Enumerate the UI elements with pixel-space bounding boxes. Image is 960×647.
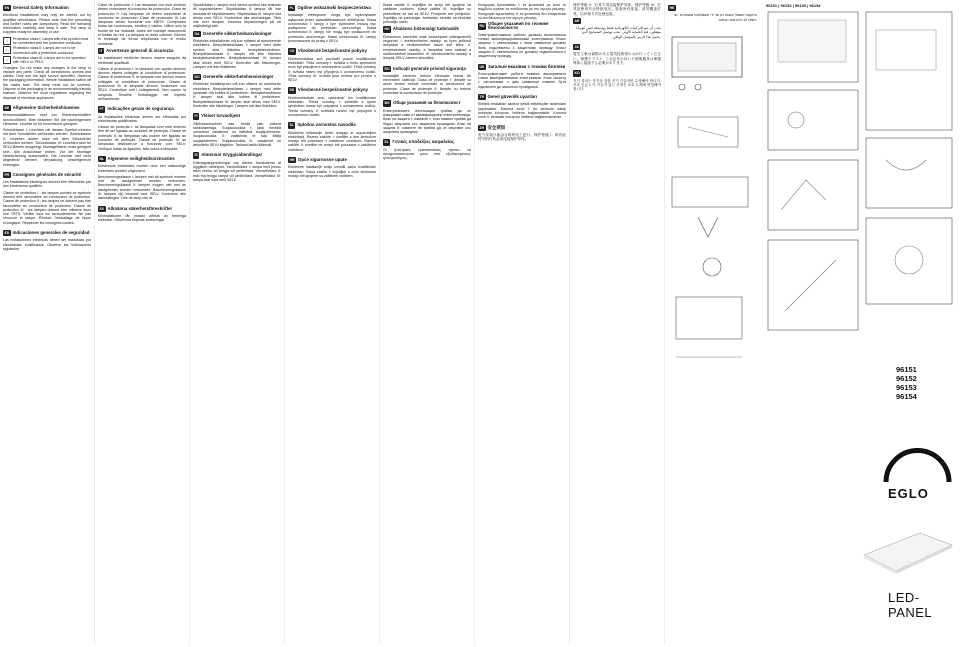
filler-text: 电气安装只能由合格的电工进行。保护等级 I：带有此符号的灯具必须连接保护导体。 [478,132,566,142]
section-da [193,31,281,69]
section-body: Le installazioni elettriche devono essere eseguite da elettricisti qualificati. [98,56,186,65]
section-title: Yleiset turvaohjeet [201,113,241,119]
lang-badge: AR [574,18,580,23]
class-text: Protection class I: Lamps with this symbol must be connected with the protective conductor. [13,36,89,46]
section-title: Общие указания по технике безопасности [487,21,549,31]
section-title: Algemene veiligheidsinstructies [107,155,175,161]
lang-badge: HU [384,27,390,32]
section-uk [478,64,566,89]
filler-text: Clase de protección I: Las lámparas con este símbolo deben conectarse al conductor de protección. Clase de protección II: Las lámparas no deben conectarse al conductor de protección. Clase de protección III: Las lámparas deben funcionar con MBTS. Compruebe todas las conexiones, tornillos y cables. Utilice solo la fuente de luz indicada. Antes del montaje desconecte el fusible de red. La lámpara no debe cubrirse. Elimine el embalaje de forma respetuosa con el medio ambiente. [98,3,186,46]
filler-text: Elektromos szerelést csak szakképzett villanyszerelő végezhet. I. érintésvédelmi osztály: az ilyen jelölésű lámpákat a védővezetővel össze kell kötni. II. érintésvédelmi osztály: a lámpákat nem szabad a védővezetővel összekötni. III. érintésvédelmi osztály: a lámpák SELV üzemre készültek. [383,34,471,61]
section-title: General Safety Information [12,5,69,10]
filler-text: Elinstallationer får endast utföras av behöriga elektriker. Observera följande anvisningar. [98,213,186,223]
section-title: Opće sigurnosne upute [297,157,347,163]
filler-text: Changes: Do not make any changes to the lamp or replace any parts. Check all connections, screws and cables. Only use the light source specified. Observe the packaging information. Before installation switch off the mains fuse. The lamp must not be covered. Dispose of the packaging in an environmentally friendly manner. Observe the local regulations regarding the disposal of electrical appliances. [3,65,91,100]
section-title: Allmänna säkerhetsföreskrifter [107,205,173,211]
text-column-4 [285,0,380,645]
filler-text: Električne instalacije smiju izvoditi samo kvalificirani električari. Klasa zaštite I: svjetiljke s ovim simbolom moraju biti spojene sa zaštitnim vodičem. [288,165,376,178]
section-title: Indicaţii generale privind siguranţa [393,65,466,71]
section-title: Splošna varnostna navodila [297,122,356,128]
section-ar [573,18,661,39]
section-pt [98,106,186,151]
filler-text: Электромонтажные работы должны выполняться только квалифицированными электриками. Класс защиты I: светильники с этим символом должны быть подключены к защитному проводу. Класс защиты II: светильники не должны подключаться к защитному проводу. [478,32,566,59]
lang-badge: HE [669,6,675,10]
lang-badge: JA [574,45,579,50]
filler-text: Rafmagnsuppsetningar má aðeins framkvæma af löggiltum rafvirkjum. Varnarflokkur I: lampa með þessu tákni verður að tengja við jarðleiðara. Varnarflokkur II: ekki má tengja lampa við jarðleiðara. Varnarflokkur III: lampa skal nota með SELV. [193,160,281,182]
section-el [383,139,471,160]
section-title: Všeobecné bezpečnostní pokyny [297,48,367,54]
section-ko [573,70,661,91]
text-column-3 [190,0,285,645]
section-title: Общи указания за безопасност [393,100,461,106]
section-ru [478,22,566,58]
section-body: As instalações eléctricas devem ser efetuadas por electricistas qualificados. [98,114,186,123]
protection-class-2-icon: ▢ [3,46,11,54]
brand-name: EGLO [888,486,929,501]
section-title: Γενικές υποδείξεις ασφαλείας [392,139,455,145]
section-body: Electrical installations may only be carried out by qualified electricians. Please note that the preceding and further notes are compulsory. Read the following information carefully and keep it safe. The lamp is supplied ready for assembly or use. [3,13,91,35]
filler-text: Електромонтажні роботи повинні виконуватися тільки кваліфікованими електриками. Клас захисту I: світильники з цим символом повинні бути підключені до захисного провідника. [478,71,566,89]
lang-badge: SV [99,206,105,211]
section-title: Genel güvenlik uyarıları [487,94,538,100]
section-sk [288,87,376,117]
lang-badge: CS [289,49,295,54]
filler-text: Instalacje elektryczne mogą być wykonywane wyłącznie przez wykwalifikowanych elektryków. Klasa ochronności I: lampy z tym symbolem muszą być podłączone do przewodu ochronnego. Klasa ochronności II: lampy nie mogą być podłączone do przewodu ochronnego. Klasa ochronności III: lampy przeznaczone do pracy z SELV. [288,13,376,44]
section-title: Indicações gerais de segurança [107,106,174,112]
section-title: Avvertenze generali di sicurezza [106,47,174,53]
lang-badge: DA [194,31,200,36]
filler-text: Κατηγορία προστασίας I: τα φωτιστικά με αυτό το σύμβολο πρέπει να συνδέονται με τον αγωγό γείωσης. Κατηγορία προστασίας II: τα φωτιστικά δεν επιτρέπεται να συνδέονται με τον αγωγό γείωσης. [478,3,566,20]
part-numbers [896,365,917,401]
filler-text: Las instalaciones eléctricas deben ser realizadas por electricistas cualificados. Observe las indicaciones siguientes. [3,238,91,251]
text-column-1 [0,0,95,645]
filler-text: Instalaţiile electrice trebuie efectuate numai de electricieni calificaţi. Clasa de protecţie I: lămpile cu acest simbol trebuie conectate la conductorul de protecţie. Clasa de protecţie II: lămpile nu trebuie conectate la conductorul de protecţie. [383,73,471,96]
section-title: Indicaciones generales de seguridad [12,230,90,236]
filler-text: Classe di protezione I: le lampade con questo simbolo devono essere collegate al conduttore di protezione. Classe di protezione II: le lampade non devono essere collegate al conduttore di protezione. Classe di protezione III: le lampade devono funzionare con SELV. Controllare tutti i collegamenti. Non coprire la lampada. Smaltire l'imballaggio nel rispetto dell'ambiente. [98,66,186,101]
section-no [193,74,281,108]
section-ro [383,66,471,96]
section-ja [573,44,661,65]
filler-text: Elektroinštalácie smú vykonávať len kvalifikovaní elektrikári. Trieda ochrany I: svietidlá s týmto symbolom musia byť pripojené k ochrannému vodiču. Trieda ochrany II: svietidlá nesmú byť pripojené k ochrannému vodiču. [288,95,376,117]
section-cs [288,48,376,82]
lang-badge: DE [4,105,10,110]
filler-text: Sähköasennukset saa tehdä vain pätevä sähköasentaja. Suojausluokka I: tällä merkillä varustetut valaisimet on liitettävä suojajohtimeen. Suojausluokka II: valaisimia ei saa liittää suojajohtimeen. Suojausluokka III: valaisimet on tarkoitettu SELV-käyttöön. Tarkista kaikki liitännät. [193,121,281,148]
lang-badge: TR [479,95,485,100]
product-drawings [766,10,956,350]
part-number: 96152 [896,374,917,383]
filler-text: התקנות חשמל יבוצעו רק על ידי חשמלאים מוסמכים. יש לשים לב להוראות הבאות. [674,13,757,22]
lang-badge: IT [99,48,103,53]
section-tr [478,94,566,119]
product-name: LED-PANEL [888,590,933,620]
lang-badge: SL [289,123,294,128]
lang-badge: BG [384,101,390,106]
section-title: Consignes générales de sécurité [12,171,82,177]
filler-text: 保护等级 II：灯具不得连接保护导体。保护等级 III：灯具应使用安全特低电压。检查所有连接。请勿覆盖灯具。以环保方式处理包装。 [573,3,661,16]
section-it [98,48,186,101]
header-item-numbers: 96151 | 96152 | 96153 | 96154 [766,3,821,8]
filler-text: Οι ηλεκτρικές εγκαταστάσεις πρέπει να πραγματοποιούνται μόνο από εξειδικευμένους ηλεκτρολόγους. [383,147,471,161]
class-text: Protection class II: Lamps are not to be connected with a protective conductor. [13,46,76,55]
filler-text: Elektroinstalace smí provádět pouze kvalifikovaní elektrikáři. Třída ochrany I: svítidla s tímto symbolem musí být připojena k ochrannému vodiči. Třída ochrany II: svítidla nesmí být připojena k ochrannému vodiči. Třída ochrany III: svítidla jsou určena pro provoz s SELV. [288,56,376,83]
text-column-7 [570,0,665,645]
text-column-5 [380,0,475,645]
text-column-2 [95,0,190,645]
lang-badge: RO [384,66,390,71]
section-he [668,5,757,22]
text-column-6 [475,0,570,645]
filler-text: Schutzklasse I: Leuchten mit diesem Symbol müssen mit dem Schutzleiter verbunden werden. Schutzklasse II: Leuchten dürfen nicht mit dem Schutzleiter verbunden werden. Schutzklasse III: Leuchten sind für SELV-Betrieb ausgelegt. Montagefläche muss geeignet sein. Alle Anschlüsse prüfen. Vor der Montage Netzsicherung ausschalten. Die Leuchte darf nicht abgedeckt werden. Verpackung umweltgerecht entsorgen. [3,128,91,167]
filler-text: Električne inštalacije lahko izvajajo le usposobljeni električarji. Razred zaščite I: svetilke s tem simbolom morajo biti povezane z zaščitnim vodnikom. Razred zaščite II: svetilke ne smejo biti povezane z zaščitnim vodnikom. [288,130,376,152]
section-body: Les installations électriques doivent être effectuées par des électriciens qualifiés. [3,180,91,189]
lang-badge: IS [194,153,198,158]
section-body: Elektrische installaties moeten door een vakkundige elektricien worden uitgevoerd. [98,164,186,173]
assembly-diagrams [668,27,756,407]
lang-badge: NO [194,75,200,80]
part-number: 96154 [896,392,917,401]
section-zh [478,125,566,142]
section-title: Všeobecné bezpečnostné pokyny [297,87,368,93]
class-text: Protection class III: Lamps are to be operated with SELV or PELV. [13,55,86,65]
section-title: Általános biztonsági tudnivalók [392,26,459,32]
lang-badge: PT [99,107,104,112]
lang-badge: RU [479,24,485,29]
section-bg [383,100,471,134]
filler-text: يجب أن تتم التركيبات الكهربائية فقط بواسطة فنيي كهرباء مؤهلين. فئة الحماية الأولى: يجب توصيل المصابيح التي تحمل هذا الرمز بالموصل الواقي. [576,26,661,39]
section-fi [193,113,281,147]
section-title: 安全须知 [487,124,506,130]
lang-badge: ZH [479,125,485,130]
section-body: Elektroinstallationen sind von Elektrofachkräften durchzuführen. Bitte beachten Sie die nachfolgenden Hinweise. Leuchte ist für Innenräume geeignet. [3,113,91,126]
section-title: Almennar öryggisábendingar [201,152,263,158]
section-hu [383,26,471,60]
filler-text: Classe de protection I : les lampes portant ce symbole doivent être raccordées au conducteur de protection. Classe de protection II : les lampes ne doivent pas être raccordées au conducteur de protection. Classe de protection III : les lampes doivent être utilisées avec une TBTS. Vérifier tous les raccordements. Ne pas recouvrir la lampe. Éliminer l'emballage de façon écologique. Respecter les consignes locales. [3,190,91,225]
filler-text: Klasa zaštite II: svjetiljke ne smiju biti spojene sa zaštitnim vodičem. Klasa zaštite III: svjetiljke su predviđene za rad sa SELV. Provjerite sve priključke. Svjetiljku ne prekrivajte. Ambalažu zbrinite na ekološki prihvatljiv način. [383,3,471,25]
section-sv [98,206,186,223]
filler-text: Elektrik tesisatları sadece yetkili elektrikçiler tarafından yapılmalıdır. Koruma sınıfı I: bu sembole sahip lambalar koruyucu iletkene bağlanmalıdır. Koruma sınıfı II: lambalar koruyucu iletkene bağlanmamalıdır. [478,102,566,120]
section-fr [3,172,91,225]
section-sl [288,122,376,152]
part-number: 96153 [896,383,917,392]
filler-text: Skyddsklass I: lampor med denna symbol ska anslutas till skyddsledaren. Skyddsklass II: lampor får inte anslutas till skyddsledaren. Skyddsklass III: lampor ska drivas med SELV. Kontrollera alla anslutningar. Täck inte över lampan. Kassera förpackningen på ett miljövänligt sätt. [193,3,281,29]
part-number: 96151 [896,365,917,374]
filler-text: Elektriske installationer må kun udføres af autoriserede elektrikere. Beskyttelsesklasse I: lamper med dette symbol skal tilsluttes beskyttelseslederen. Beskyttelsesklasse II: lamper må ikke tilsluttes beskyttelseslederen. Beskyttelsesklasse III: lamper skal drives med SELV. Kontroller alle tilslutninger. Lampen må ikke tildækkes. [193,39,281,69]
section-title: Generelle sikkerhedsanvisninger [202,30,272,36]
section-en [3,5,91,100]
section-es [3,230,91,251]
lang-badge: EN [4,6,10,10]
lang-badge: NL [99,156,105,161]
led-panel-image [860,515,956,585]
section-title: Загальні вказівки з техніки безпеки [487,63,566,69]
filler-text: 電気工事は資格のある電気技術者のみが行ってください。保護クラス I：この記号の付いた照明器具は保護導体に接続する必要があります。 [573,52,661,65]
filler-text: Classe de proteção I: as lâmpadas com este símbolo têm de ser ligadas ao condutor de proteção. Classe de proteção II: as lâmpadas não podem ser ligadas ao condutor de proteção. Classe de proteção III: as lâmpadas destinam-se a funcionar com SELV. Verifique todas as ligações. Não cubra a lâmpada. [98,125,186,151]
lang-badge: HR [289,158,295,163]
section-de [3,105,91,167]
lang-badge: PL [289,6,294,10]
lang-badge: FR [4,172,10,177]
lang-badge: EL [384,140,389,145]
section-title: Ogólne wskazówki bezpieczeństwa [297,5,371,10]
section-nl [98,156,186,201]
section-title: Allgemeine Sicherheitshinweise [12,104,80,110]
protection-class-3-icon: ◇ [3,56,11,64]
lang-badge: UK [479,64,485,69]
lang-badge: FI [194,114,198,119]
section-title: Generelle sikkerhetshenvisninger [203,74,274,80]
filler-text: 전기 설치는 자격을 갖춘 전기 기술자만 수행해야 합니다. 보호 등급 I: 이 기호가 있는 조명은 보호 도체에 연결해야 합니다. [573,78,661,92]
lang-badge: SK [289,88,295,93]
section-is [193,152,281,182]
section-hr [288,157,376,178]
protection-class-1-icon: ⏚ [3,37,11,45]
text-column-8 [665,0,760,645]
lang-badge: ES [4,231,10,236]
filler-text: Elektriske installasjoner må kun utføres av autoriserte elektrikere. Beskyttelsesklasse I: lamper med dette symbolet må kobles til jordlederen. Beskyttelsesklasse II: lamper skal ikke kobles til jordlederen. Beskyttelsesklasse III: lamper skal drives med SELV. Kontroller alle tilkoblinger. Lampen må ikke tildekkes. [193,82,281,108]
filler-text: Beschermingsklasse I: lampen met dit symbool moeten met de aardgeleider worden verbonden. Beschermingsklasse II: lampen mogen niet met de aardgeleider worden verbonden. Beschermingsklasse III: lampen zijn bedoeld voor SELV. Controleer alle aansluitingen. Dek de lamp niet af. [98,174,186,201]
section-pl [288,5,376,43]
filler-text: Електрическите инсталации трябва да се извършват само от квалифицирани електротехници. Клас на защита I: лампите с този символ трябва да бъдат свързани със защитния проводник. Клас на защита II: лампите не трябва да се свързват със защитния проводник. [383,108,471,135]
lang-badge: KO [574,71,580,76]
